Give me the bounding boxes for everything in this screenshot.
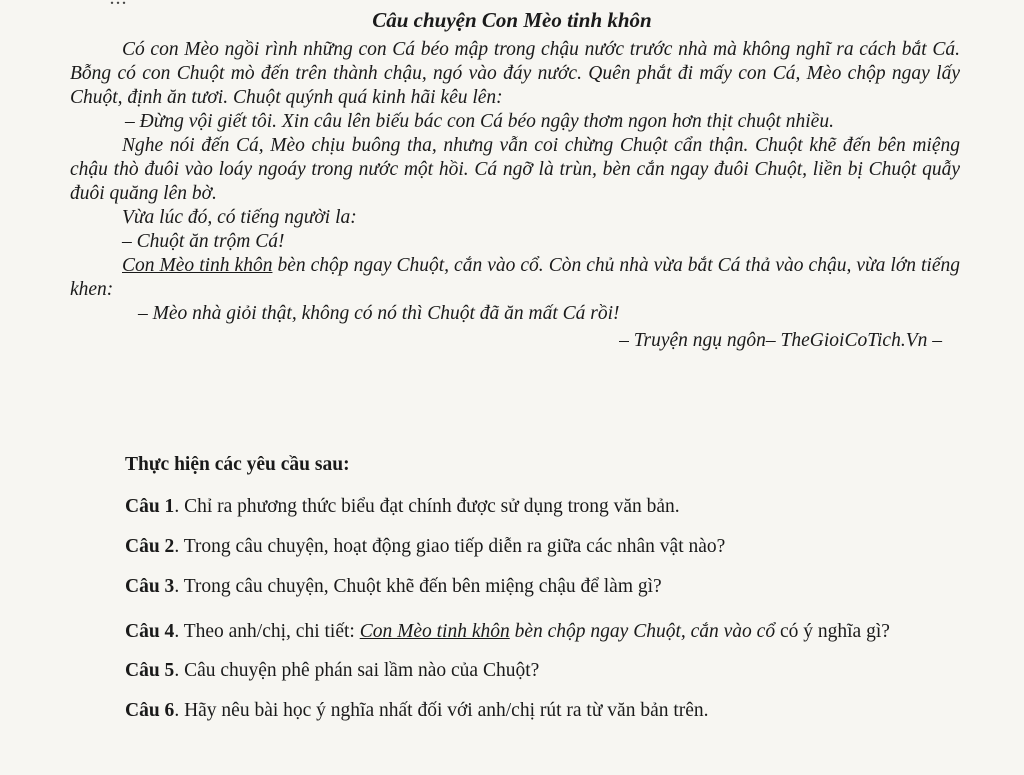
story-paragraph-4: Vừa lúc đó, có tiếng người la: bbox=[122, 207, 357, 228]
question-3 bbox=[70, 575, 960, 599]
question-label: Câu 1 bbox=[125, 496, 175, 517]
question-text-end: có ý nghĩa gì? bbox=[775, 621, 890, 642]
question-label: Câu 4 bbox=[125, 621, 175, 642]
question-label: Câu 3 bbox=[125, 576, 175, 597]
quoted-detail: bèn chộp ngay Chuột, cắn vào cổ bbox=[509, 621, 776, 642]
question-5 bbox=[70, 659, 960, 683]
question-label: Câu 2 bbox=[125, 536, 175, 557]
question-text: . Trong câu chuyện, Chuột khẽ đến bên miệng chậu để làm gì? bbox=[174, 576, 662, 597]
tasks-heading: Thực hiện các yêu cầu sau: bbox=[125, 454, 350, 475]
question-text: . Theo anh/chị, chi tiết: bbox=[174, 621, 360, 642]
question-2 bbox=[70, 535, 960, 559]
story-source: – Truyện ngụ ngôn– TheGioiCoTich.Vn – bbox=[619, 330, 942, 351]
question-text: . Trong câu chuyện, hoạt động giao tiếp diễn ra giữa các nhân vật nào? bbox=[174, 536, 726, 557]
question-6 bbox=[70, 699, 960, 723]
story-paragraph-3: Nghe nói đến Cá, Mèo chịu buông tha, nhưng vẫn coi chừng Chuột cẩn thận. Chuột khẽ đến bên miệng chậu thò đuôi vào loáy ngoáy trong nước một hồi. Cá ngỡ là trùn, bèn cắn ngay đuôi Chuột, liền bị Chuột quẫy đuôi quăng lên bờ. bbox=[70, 135, 960, 204]
question-4 bbox=[70, 615, 960, 649]
question-text: . Câu chuyện phê phán sai lầm nào của Chuột? bbox=[174, 660, 540, 681]
story-paragraph-7: – Mèo nhà giỏi thật, không có nó thì Chuột đã ăn mất Cá rồi! bbox=[138, 303, 620, 324]
underlined-phrase: Con Mèo tinh khôn bbox=[359, 621, 510, 642]
story-paragraph-1: Có con Mèo ngồi rình những con Cá béo mập trong chậu nước trước nhà mà không nghĩ ra cách bắt Cá. Bỗng có con Chuột mò đến trên thành chậu, ngó vào đáy nước. Quên phắt đi mấy con Cá, Mèo chộp ngay lấy Chuột, định ăn tươi. Chuột quýnh quá kinh hãi kêu lên: bbox=[70, 39, 960, 108]
question-label: Câu 5 bbox=[125, 660, 175, 681]
question-text: . Hãy nêu bài học ý nghĩa nhất đối với anh/chị rút ra từ văn bản trên. bbox=[174, 700, 709, 721]
question-1 bbox=[70, 495, 960, 519]
story-paragraph-5: – Chuột ăn trộm Cá! bbox=[122, 231, 285, 252]
underlined-phrase: Con Mèo tinh khôn bbox=[122, 255, 273, 276]
story-paragraph-6-rest: bèn chộp ngay Chuột, cắn vào cổ. Còn chủ nhà vừa bắt Cá thả vào chậu, vừa lớn tiếng khen: bbox=[70, 255, 960, 300]
task-list bbox=[70, 453, 960, 739]
story-paragraph-6 bbox=[70, 254, 960, 302]
question-label: Câu 6 bbox=[125, 700, 175, 721]
story-title: Câu chuyện Con Mèo tinh khôn bbox=[372, 8, 652, 32]
story-body bbox=[70, 38, 960, 353]
question-text: . Chỉ ra phương thức biểu đạt chính được sử dụng trong văn bản. bbox=[174, 496, 680, 517]
story-paragraph-2: – Đừng vội giết tôi. Xin câu lên biếu bác con Cá béo ngậy thơm ngon hơn thịt chuột nhiều. bbox=[125, 111, 834, 132]
